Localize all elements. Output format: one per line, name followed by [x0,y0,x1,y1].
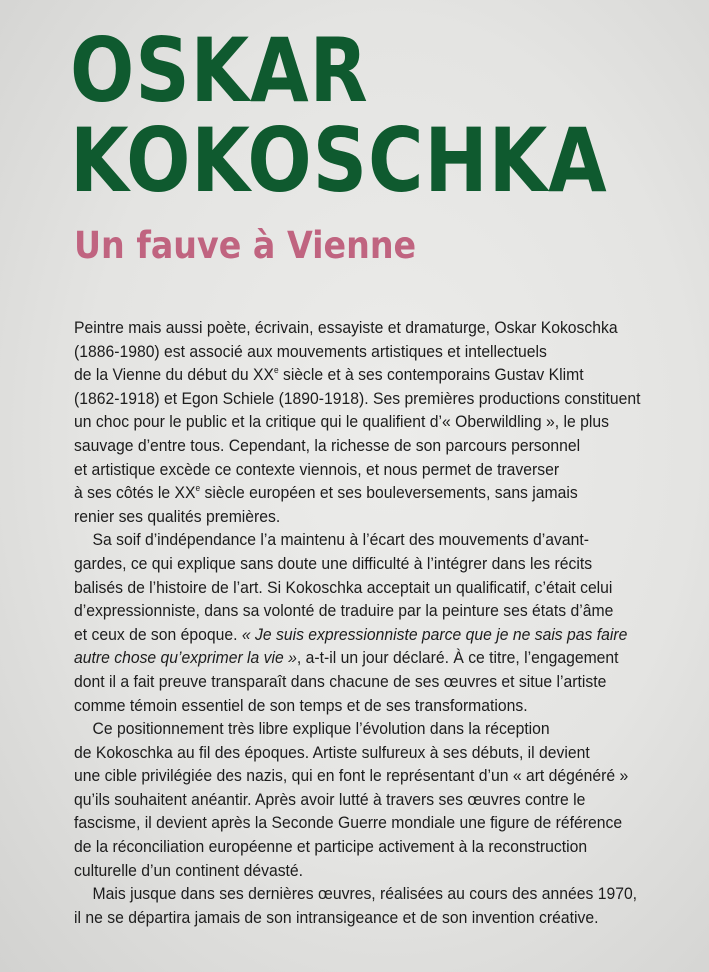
text-line: d’expressionniste, dans sa volonté de traduire par la peinture ses états d’âme [74,601,614,621]
text-line: (1886-1980) est associé aux mouvements artistiques et intellectuels [74,341,547,361]
body-text [74,316,674,929]
text-line: de la Vienne du début du XXe siècle et à ses contemporains Gustav Klimt [74,365,584,385]
quote-text: autre chose qu’exprimer la vie » [74,648,297,668]
paragraph-4 [74,882,674,929]
text-line: Mais jusque dans ses dernières œuvres, réalisées au cours des années 1970, [92,884,638,904]
page-title [70,19,608,212]
text-line: de Kokoschka au fil des époques. Artiste sulfureux à ses débuts, il devient [74,742,590,762]
text-line: fascisme, il devient après la Seconde Guerre mondiale une figure de référence [74,813,623,833]
text-line: Peintre mais aussi poète, écrivain, essayiste et dramaturge, Oskar Kokoschka [74,318,618,337]
text-line: sauvage d’entre tous. Cependant, la richesse de son parcours personnel [74,435,581,455]
text-line: balisés de l’histoire de l’art. Si Kokoschka acceptait un qualificatif, c’était celui [74,577,613,597]
text-line: comme témoin essentiel de son temps et de ses transformations. [74,695,528,715]
title-line-1: OSKAR [70,19,369,122]
quote-text: « Je suis expressionniste parce que je ne sais pas faire [241,624,628,644]
text-line: autre chose qu’exprimer la vie », a-t-il un jour déclaré. À ce titre, l’engagement [74,648,619,668]
text-line: dont il a fait preuve transparaît dans chacune de ses œuvres et situe l’artiste [74,671,607,691]
text-line: renier ses qualités premières. [74,506,281,526]
text-line: culturelle d’un continent dévasté. [74,860,304,880]
text-line: un choc pour le public et la critique qui le qualifient d’« Oberwildling », le plus [74,412,609,432]
text-line: une cible privilégiée des nazis, qui en font le représentant d’un « art dégénéré » [74,766,629,786]
text-line: et ceux de son époque. « Je suis expressionniste parce que je ne sais pas faire [74,624,628,644]
text-line: et artistique excède ce contexte viennois, et nous permet de traverser [74,459,560,479]
subtitle: Un fauve à Vienne [74,224,417,267]
text-line: Ce positionnement très libre explique l’évolution dans la réception [92,719,550,739]
text-line: gardes, ce qui explique sans doute une difficulté à l’intégrer dans les récits [74,553,593,573]
text-line: (1862-1918) et Egon Schiele (1890-1918). Ses premières productions constituent [74,388,641,408]
title-line-2: KOKOSCHKA [70,109,608,212]
paragraph-2 [74,528,674,717]
text-line: à ses côtés le XXe siècle européen et ses bouleversements, sans jamais [74,483,578,503]
text-line: de la réconciliation européenne et participe activement à la reconstruction [74,837,588,857]
text-line: il ne se départira jamais de son intransigeance et de son invention créative. [74,907,599,927]
text-line: Sa soif d’indépendance l’a maintenu à l’écart des mouvements d’avant- [92,530,590,550]
paragraph-1 [74,316,674,528]
text-line: qu’ils souhaitent anéantir. Après avoir lutté à travers ses œuvres contre le [74,789,586,809]
paragraph-3 [74,717,674,882]
